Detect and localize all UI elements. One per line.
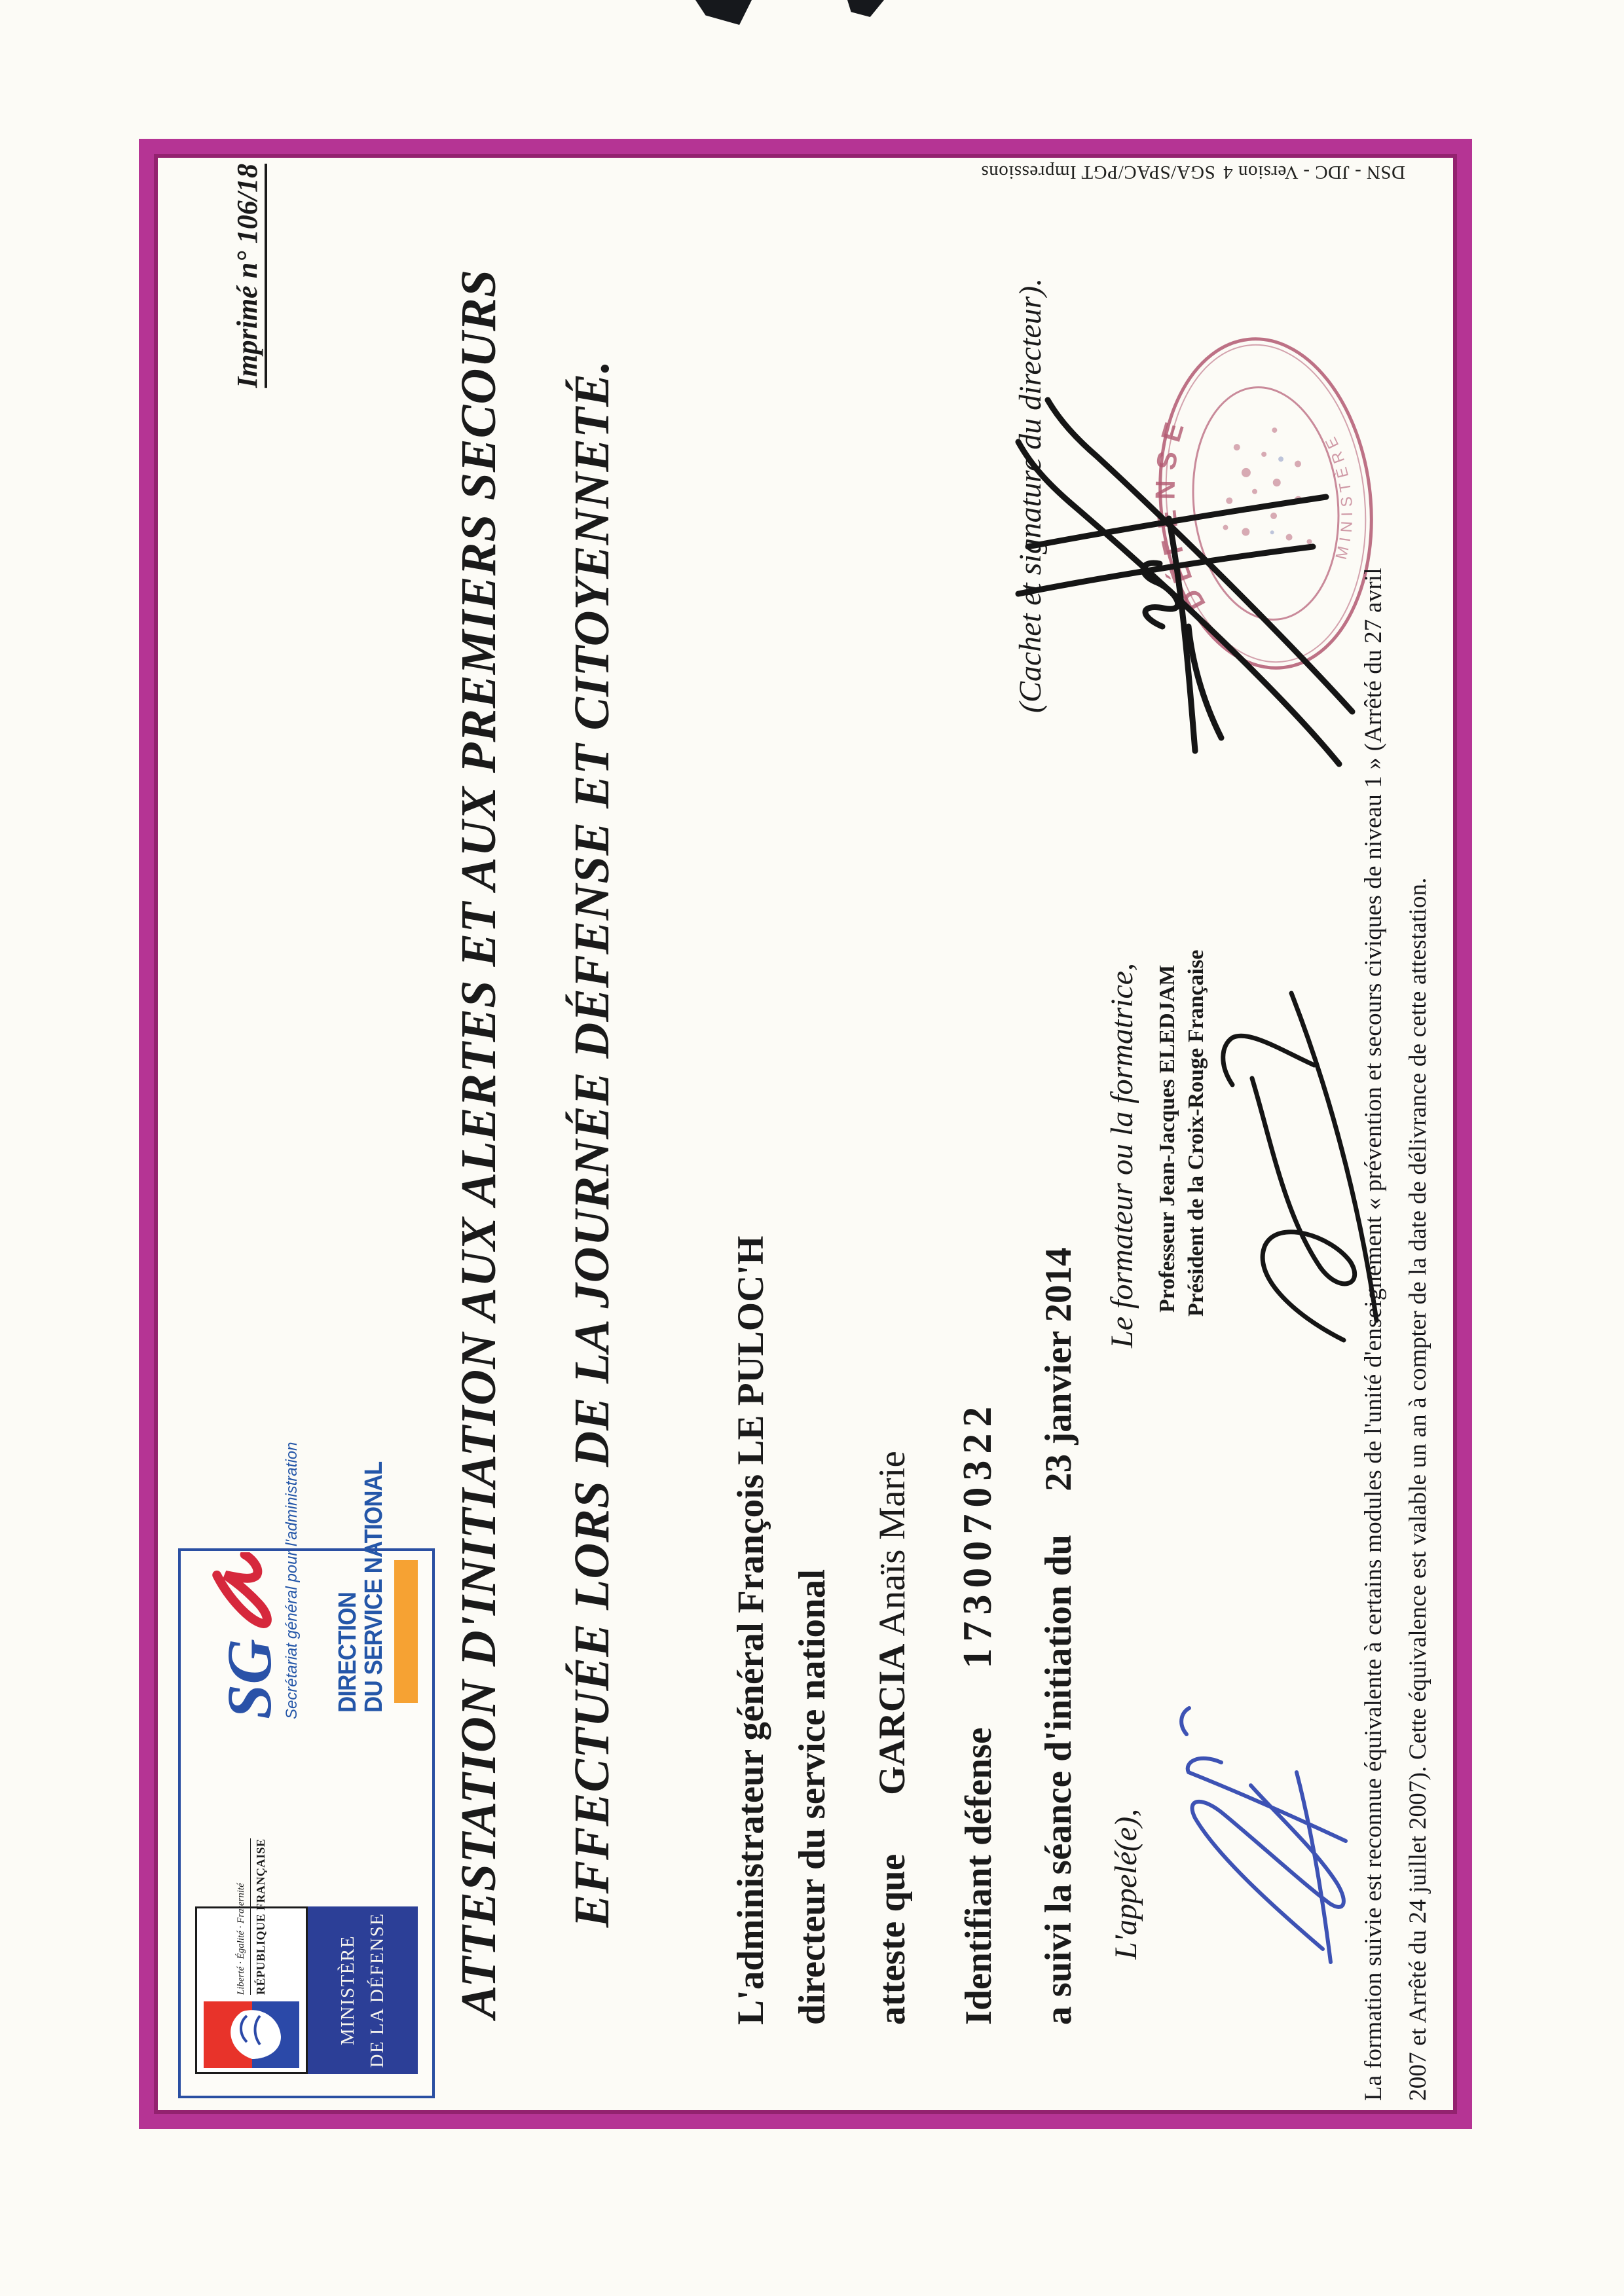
sga-red-a-icon — [207, 1552, 275, 1643]
identifier-label: Identifiant défense — [958, 1727, 999, 2025]
title-line1: ATTESTATION D'INITIATION AUX ALERTES ET AUX PREMIERS SECOURS — [451, 268, 506, 2019]
attests-label: atteste que — [872, 1853, 913, 2025]
holder-last-name: GARCIA — [872, 1645, 913, 1795]
session-line — [1040, 1247, 1077, 2025]
sga-tagline: Secrétariat général pour l'administration — [283, 1442, 301, 1719]
session-label: a suivi la séance d'initiation du — [1038, 1534, 1079, 2025]
trainer-title: Président de la Croix-Rouge Française — [1184, 949, 1208, 1317]
header-logo-block — [178, 1442, 435, 2098]
ministere-line1: MINISTÈRE — [337, 1935, 359, 2046]
marianne-emblem-icon — [204, 2001, 299, 2068]
holder-first-names: Anaïs Marie — [872, 1451, 913, 1637]
printer-reference-text: SGA/SPAC/PGT Impressions — [981, 162, 1215, 183]
direction-service-national-title — [334, 1461, 388, 1713]
trainer-label: Le formateur ou la formatrice, — [1105, 963, 1139, 1348]
orange-bar — [394, 1560, 418, 1703]
administrator-line: L'administrateur général François LE PULOC'H — [730, 1235, 771, 2025]
motto-text: Liberté · Égalité · Fraternité — [235, 1883, 246, 1995]
print-reference: Imprimé n° 106/18 — [231, 164, 263, 388]
appele-label: L'appelé(e), — [1109, 1808, 1143, 1959]
attestation-line — [874, 1451, 911, 2025]
identifier-value: 1730070322 — [955, 1400, 1000, 1669]
stamp-arc-top-text: DÉFENSE — [1149, 410, 1211, 617]
stamp-arc-bottom-text: MINISTÈRE — [1320, 429, 1357, 562]
director-stamp-label: (Cachet et signature du directeur). — [1013, 278, 1048, 713]
trainer-name: Professeur Jean-Jacques ELEDJAM — [1155, 964, 1179, 1313]
title-line2: EFFECTUÉE LORS DE LA JOURNÉE DÉFENSE ET CITOYENNETÉ. — [564, 359, 619, 1928]
session-date: 23 janvier 2014 — [1038, 1247, 1079, 1491]
certificate-title — [451, 201, 621, 2086]
ministere-defense-panel — [308, 1906, 418, 2074]
sga-letters: SG — [213, 1639, 284, 1719]
fine-print-line2: 2007 et Arrêté du 24 juillet 2007). Cette équivalence est valable un an à compter de la date de délivrance de cette attestation. — [1405, 877, 1431, 2101]
stamp-center-speckles — [1213, 425, 1312, 560]
ministere-line2: DE LA DÉFENSE — [367, 1912, 388, 2068]
republique-francaise-text: RÉPUBLIQUE FRANÇAISE — [250, 1838, 268, 1995]
edge-print-note — [981, 160, 1405, 185]
fine-print-line1: La formation suivie est reconnue équivalente à certains modules de l'unité d'enseignement « prévention et secours civiques de niveau 1 » (Arrêté du 27 avril — [1360, 568, 1387, 2101]
form-version-text: DSN - JDC - Version 4 — [1223, 162, 1405, 183]
sga-logo — [207, 1442, 301, 1719]
identifier-line — [957, 1400, 998, 2025]
dsn-line2: DU SERVICE NATIONAL — [360, 1461, 388, 1713]
republique-texts — [235, 1838, 268, 1995]
dsn-line1: DIRECTION — [334, 1592, 361, 1713]
director-line: directeur du service national — [792, 1569, 833, 2025]
republique-francaise-logo — [195, 1838, 308, 2074]
